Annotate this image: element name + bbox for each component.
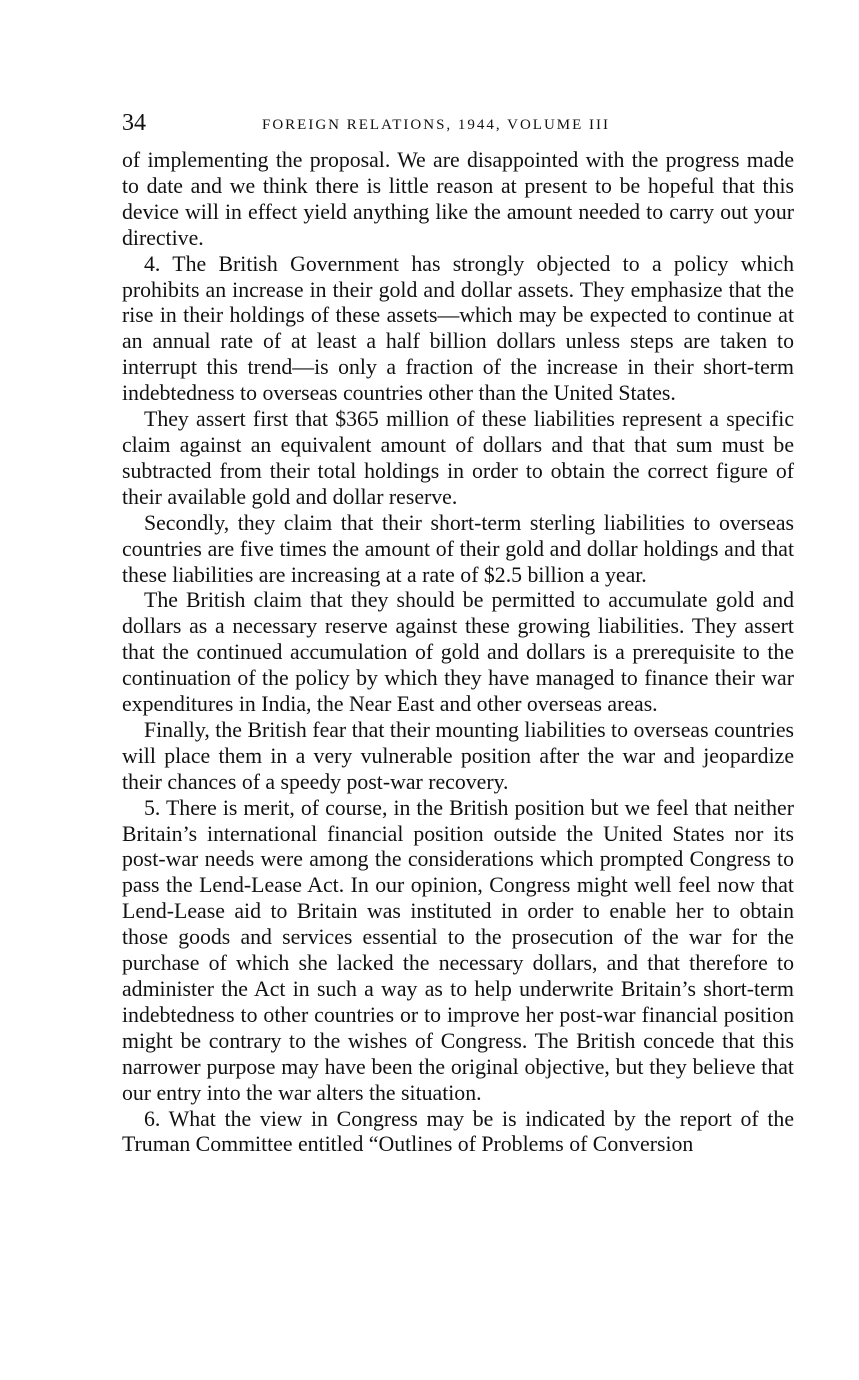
- running-head: FOREIGN RELATIONS, 1944, VOLUME III: [262, 117, 611, 133]
- paragraph-6: 6. What the view in Congress may be is indicated by the report of the Truman Committee entitled “Outlines of Problems of Conversion: [122, 1106, 794, 1157]
- document-page: [122, 108, 794, 1158]
- page-number: 34: [122, 110, 146, 136]
- body-text: [122, 148, 794, 1158]
- paragraph-5: 5. There is merit, of course, in the British position but we feel that neither Britain’s international financial position outside the United States nor its post-war needs were among the considerations which prompted Congress to pass the Lend-Lease Act. In our opinion, Congress might well feel now that Lend-Lease aid to Britain was instituted in order to enable her to obtain those goods and services essential to the prosecution of the war for the purchase of which she lacked the necessary dollars, and that therefore to administer the Act in such a way as to help underwrite Britain’s short-term indebtedness to other countries or to improve her post-war financial position might be contrary to the wishes of Congress. The British concede that this narrower purpose may have been the original objective, but they believe that our entry into the war alters the situation.: [122, 795, 794, 1105]
- paragraph-first-claim: They assert first that $365 million of these liabilities represent a specific claim against an equivalent amount of dollars and that that sum must be subtracted from their total holdings in order to obtain the correct figure of their available gold and dollar reserve.: [122, 407, 794, 509]
- paragraph-second-claim: Secondly, they claim that their short-term sterling liabilities to overseas countries are five times the amount of their gold and dollar holdings and that these liabilities are increasing at a rate of $2.5 billion a year.: [122, 510, 794, 587]
- paragraph-4: 4. The British Government has strongly objected to a policy which prohibits an increase in their gold and dollar assets. They emphasize that the rise in their holdings of these assets—which may be expected to continue at an annual rate of at least a half billion dollars unless steps are taken to interrupt this trend—is only a fraction of the increase in their short-term indebtedness to overseas countries other than the United States.: [122, 251, 794, 406]
- paragraph-finally: Finally, the British fear that their mounting liabilities to overseas countries will place them in a very vulnerable position after the war and jeopardize their chances of a speedy post-war recovery.: [122, 717, 794, 794]
- paragraph-continued: of implementing the proposal. We are disappointed with the progress made to date and we think there is little reason at present to be hopeful that this device will in effect yield anything like the amount needed to carry out your directive.: [122, 148, 794, 250]
- page-header: [122, 108, 794, 142]
- paragraph-reserve-claim: The British claim that they should be permitted to accumulate gold and dollars as a necessary reserve against these growing liabilities. They assert that the continued accumulation of gold and dollars is a prerequisite to the continuation of the policy by which they have managed to finance their war expenditures in India, the Near East and other overseas areas.: [122, 588, 794, 717]
